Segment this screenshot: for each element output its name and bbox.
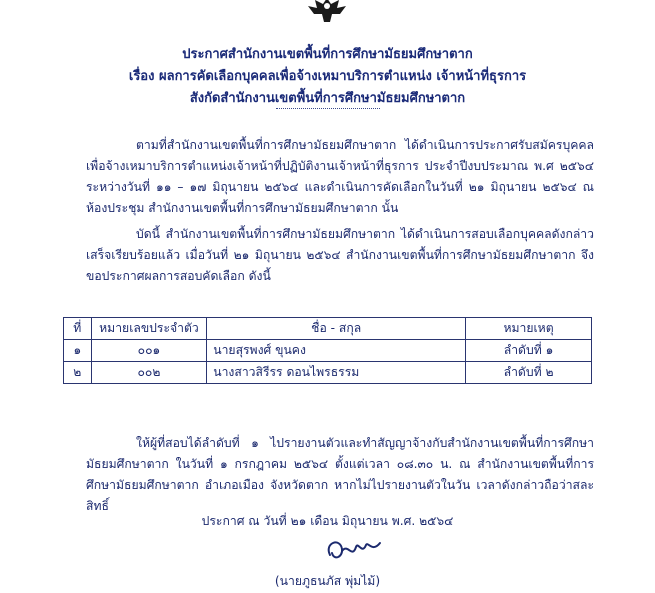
cell-name: นายสุรพงศ์ ขุนคง (207, 340, 466, 362)
garuda-emblem-icon (304, 0, 350, 24)
doc-title-line3: สังกัดสำนักงานเขตพื้นที่การศึกษามัธยมศึกษาตาก (189, 91, 466, 106)
announce-date: ประกาศ ณ วันที่ ๒๑ เดือน มิถุนายน พ.ศ. ๒๕๖๔ (201, 514, 454, 528)
header-remark: หมายเหตุ (466, 318, 592, 340)
doc-title-line1: ประกาศสำนักงานเขตพื้นที่การศึกษามัธยมศึกษาตาก (182, 47, 473, 62)
header-no: ที่ (64, 318, 92, 340)
paragraph-2: บัดนี้ สำนักงานเขตพื้นที่การศึกษามัธยมศึกษาตาก ได้ดำเนินการสอบเลือกบุคคลดังกล่าวเสร็จเรียบร้อยแล้ว เมื่อวันที่ ๒๑ มิถุนายน ๒๕๖๔ สำนักงานเขตพื้นที่การศึกษามัธยมศึกษาตาก จึงขอประกาศผลการสอบคัดเลือก ดังนี้ (86, 227, 594, 283)
doc-title-line2: เรื่อง ผลการคัดเลือกบุคคลเพื่อจ้างเหมาบริการตำแหน่ง เจ้าหน้าที่ธุรการ (128, 69, 527, 84)
table-row (64, 340, 592, 362)
cell-remark: ลำดับที่ ๑ (466, 340, 592, 362)
signer-name: (นายภูธนภัส พุ่มไม้) (274, 574, 381, 588)
paragraph-1: ตามที่สำนักงานเขตพื้นที่การศึกษามัธยมศึกษาตาก ได้ดำเนินการประกาศรับสมัครบุคคลเพื่อจ้างเหมาบริการตำแหน่งเจ้าหน้าที่ปฏิบัติงานเจ้าหน้าที่ธุรการ ประจำปีงบประมาณ พ.ศ ๒๕๖๔ ระหว่างวันที่ ๑๑ – ๑๗ มิถุนายน ๒๕๖๔ และดำเนินการคัดเลือกในวันที่ ๒๑ มิถุนายน ๒๕๖๔ ณ ห้องประชุม สำนักงานเขตพื้นที่การศึกษามัธยมศึกษาตาก นั้น (86, 138, 594, 215)
cell-id: ๐๐๒ (91, 362, 207, 384)
cell-no: ๑ (64, 340, 92, 362)
title-divider (276, 108, 380, 109)
cell-name: นางสาวสิรีรร ดอนไพรธรรม (207, 362, 466, 384)
cell-id: ๐๐๑ (91, 340, 207, 362)
results-table (63, 317, 592, 384)
header-name: ชื่อ - สกุล (207, 318, 466, 340)
signature-icon (318, 533, 388, 569)
cell-no: ๒ (64, 362, 92, 384)
paragraph-3: ให้ผู้ที่สอบได้ลำดับที่ ๑ ไปรายงานตัวและทำสัญญาจ้างกับสำนักงานเขตพื้นที่การศึกษามัธยมศึกษาตาก ในวันที่ ๑ กรกฎาคม ๒๕๖๔ ตั้งแต่เวลา ๐๘.๓๐ น. ณ สำนักงานเขตพื้นที่การศึกษามัธยมศึกษาตาก อำเภอเมือง จังหวัดตาก หากไม่ไปรายงานตัวในวัน เวลาดังกล่าวถือว่าสละสิทธิ์ (86, 436, 594, 513)
table-header-row (64, 318, 592, 340)
table-row (64, 362, 592, 384)
header-id: หมายเลขประจำตัว (91, 318, 207, 340)
cell-remark: ลำดับที่ ๒ (466, 362, 592, 384)
